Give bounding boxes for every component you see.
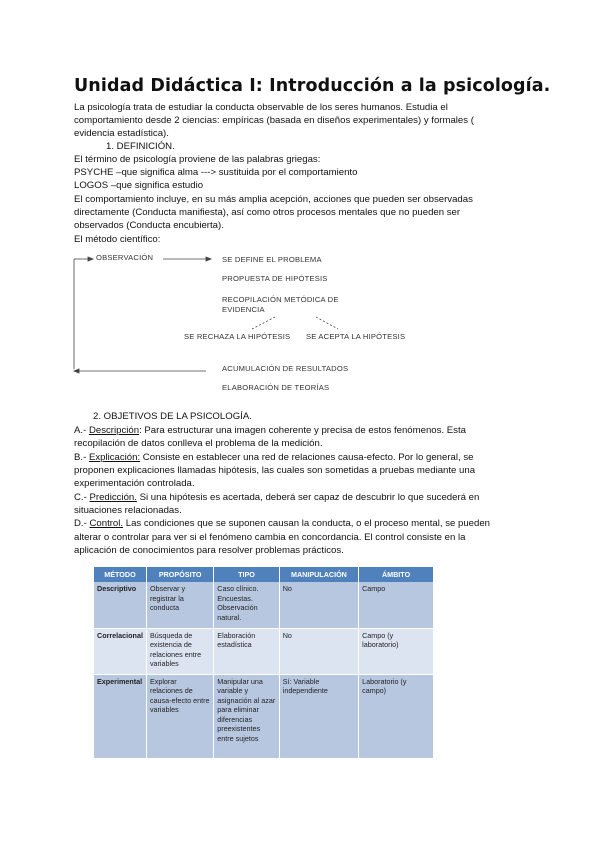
table-cell: Campo — [359, 582, 434, 628]
table-cell: No — [279, 582, 358, 628]
table-cell: Correlacional — [94, 628, 146, 674]
diagram-acumulacion: ACUMULACIÓN DE RESULTADOS — [222, 364, 349, 373]
section-2-heading: 2. OBJETIVOS DE LA PSICOLOGÍA. — [93, 411, 252, 422]
table-row — [94, 582, 434, 628]
table-header: PROPÓSITO — [146, 567, 213, 582]
definition-line-3: LOGOS –que significa estudio — [74, 180, 204, 191]
diagram-elaboracion: ELABORACIÓN DE TEORÍAS — [222, 383, 330, 392]
objective-d-line-1: D.- Control. Las condiciones que se suponen causan la conducta, o el proceso mental, se pueden — [74, 518, 491, 529]
table-header: ÁMBITO — [359, 567, 434, 582]
table-row — [94, 628, 434, 674]
intro-line-3: evidencia estadística). — [74, 128, 169, 139]
diagram-define: SE DEFINE EL PROBLEMA — [222, 255, 322, 264]
diagram-acepta: SE ACEPTA LA HIPÓTESIS — [306, 332, 406, 341]
arrow-head-start — [88, 257, 93, 261]
definition-line-6: observados (Conducta encubierta). — [74, 220, 224, 231]
table-cell: Descriptivo — [94, 582, 146, 628]
diagram-recopilacion-1: RECOPILACIÓN METÓDICA DE — [222, 295, 339, 304]
table-cell: Manipular una variable y asignación al azar para eliminar diferencias preexistentes entre sujetos — [214, 674, 279, 758]
definition-line-4: El comportamiento incluye, en su más amplia acepción, acciones que pueden ser observadas — [74, 194, 473, 205]
table-cell: Elaboración estadística — [214, 628, 279, 674]
arrow-head-feedback — [74, 369, 79, 373]
diagram-rechaza: SE RECHAZA LA HIPÓTESIS — [184, 332, 291, 341]
definition-line-1: El término de psicología proviene de las palabras griegas: — [74, 154, 321, 165]
intro-line-1: La psicología trata de estudiar la conducta observable de los seres humanos. Estudia el — [74, 102, 448, 113]
objective-b-line-3: experimentación controlada. — [74, 478, 195, 489]
table-cell: Campo (y laboratorio) — [359, 628, 434, 674]
page-title: Unidad Didáctica I: Introducción a la psicología. — [74, 76, 551, 96]
objective-a-line-2: recopilación de datos conlleva el problema de la medición. — [74, 438, 323, 449]
definition-line-2: PSYCHE –que significa alma ---> sustituida por el comportamiento — [74, 167, 358, 178]
term-descripcion: Descripción — [88, 425, 140, 436]
definition-line-7: El método científico: — [74, 234, 161, 245]
table-cell: Observar y registrar la conducta — [146, 582, 213, 628]
objective-a-line-1: A.- Descripción: Para estructurar una imagen coherente y precisa de estos fenómenos. Esta — [74, 425, 466, 436]
arrow-head-problem — [206, 257, 211, 261]
branch-reject — [252, 317, 275, 329]
table-header: TIPO — [214, 567, 279, 582]
table-header: MÉTODO — [94, 567, 146, 582]
section-1-heading: 1. DEFINICIÓN. — [106, 141, 175, 152]
methods-table — [94, 567, 434, 759]
term-explicacion: Explicación: — [88, 452, 141, 463]
intro-line-2: comportamiento desde 2 ciencias: empíricas (basada en diseños experimentales) y formales ( — [74, 115, 474, 126]
branch-accept — [316, 317, 338, 329]
table-cell: Sí: Variable independiente — [279, 674, 358, 758]
table-cell: Caso clínico. Encuestas. Observación natural. — [214, 582, 279, 628]
objective-c-line-2: situaciones relacionadas. — [74, 505, 182, 516]
objective-c-line-1: C.- Predicción. Si una hipótesis es acertada, deberá ser capaz de descubrir lo que sucederá en — [74, 492, 480, 503]
table-cell: Explorar relaciones de causa-efecto entre variables — [146, 674, 213, 758]
diagram-propuesta: PROPUESTA DE HIPÓTESIS — [222, 274, 328, 283]
objective-b-line-1: B.- Explicación: Consiste en establecer una red de relaciones causa-efecto. Por lo general, se — [74, 452, 474, 463]
table-header: MANIPULACIÓN — [279, 567, 358, 582]
table-cell: Búsqueda de existencia de relaciones entre variables — [146, 628, 213, 674]
objective-d-line-2: alterar o controlar para ver si el fenómeno cambia en concordancia. El control consiste en la — [74, 532, 466, 543]
objective-d-line-3: aplicación de conocimientos para resolver problemas prácticos. — [74, 545, 344, 556]
diagram-observacion: OBSERVACIÓN — [96, 253, 154, 262]
objective-b-line-2: proponen explicaciones llamadas hipótesis, las cuales son sometidas a pruebas mediante una — [74, 465, 476, 476]
term-prediccion: Predicción. — [89, 492, 137, 503]
term-control: Control. — [89, 518, 124, 529]
table-row — [94, 674, 434, 758]
table-header-row — [94, 567, 434, 582]
table-cell: Laboratorio (y campo) — [359, 674, 434, 758]
diagram-recopilacion-2: EVIDENCIA — [222, 305, 265, 314]
definition-line-5: directamente (Conducta manifiesta), así como otros procesos mentales que no pueden ser — [74, 207, 461, 218]
table-cell: Experimental — [94, 674, 146, 758]
table-cell: No — [279, 628, 358, 674]
